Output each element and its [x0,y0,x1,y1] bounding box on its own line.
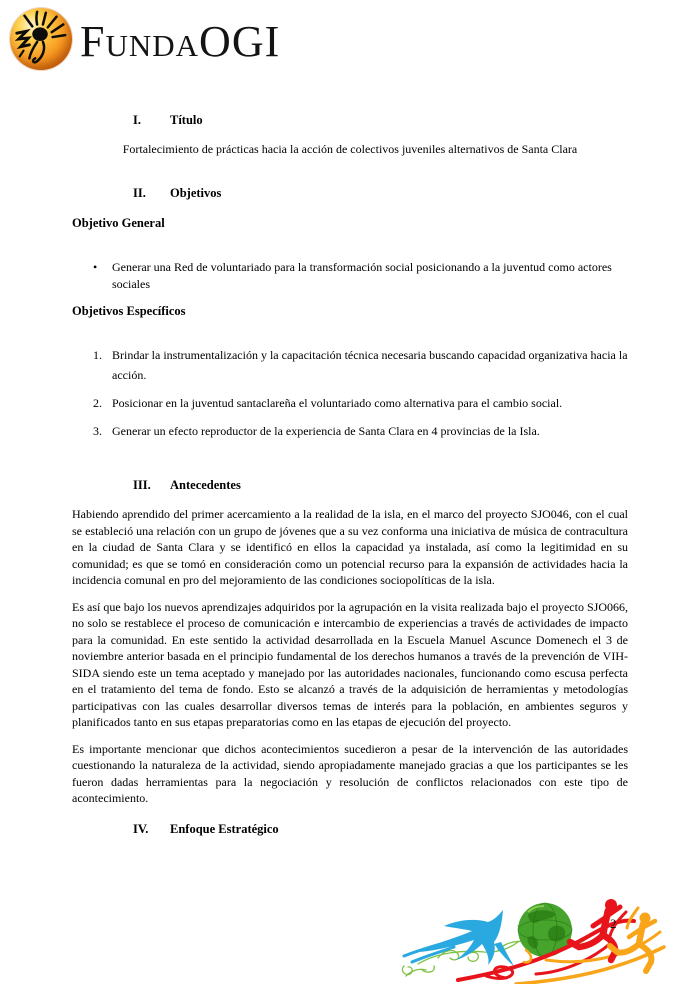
bird-icon [420,910,514,966]
logo-wordmark [80,14,280,64]
objetivos-especificos-heading: Objetivos Específicos [72,304,186,318]
footer-decoration-graphic [398,892,668,984]
document-content [72,112,628,837]
list-item-text: Posicionar en la juventud santaclareña el voluntariado como alternativa para el cambio social. [112,396,563,410]
page-number: 2 [610,916,617,931]
objetivo-general-bullet [72,259,628,293]
bullet-text: Generar una Red de voluntariado para la transformación social posicionando a la juventud como actores sociales [112,260,612,291]
section-heading-antecedentes [72,477,628,493]
logo-text-ogi: OGI [199,17,281,66]
paragraph: Habiendo aprendido del primer acercamiento a la realidad de la isla, en el marco del proyecto SJO046, con el cual se estableció una relación con un grupo de jóvenes que a su vez conforma una iniciativa de música de contracultura en la ciudad de Santa Clara y se identificó en ellos la capacidad ya instalada, así como la legitimidad en su comunidad; es que se tomó en consideración como un potencial recurso para la expansión de actividades hacia la incidencia comunal en pro del mejoramiento de las condiciones sociopolíticas de la isla. [72,507,628,587]
section-numeral: III. [133,478,151,492]
project-title: Fortalecimiento de prácticas hacia la acción de colectivos juveniles alternativos de Santa Clara [122,142,578,156]
section-numeral: II. [133,186,146,200]
section-label: Objetivos [170,186,222,200]
section-heading-titulo [72,112,628,128]
section-numeral: IV. [133,821,149,836]
sun-petroglyph-icon [10,8,72,70]
fundaogi-logo [10,8,280,70]
list-item [72,421,628,441]
bullet-marker: • [93,260,98,274]
fundaogi-sun-icon [10,8,72,70]
list-item [72,345,628,385]
list-item-number: 3. [93,424,102,438]
logo-text-unda: UNDA [105,28,200,63]
objetivos-especificos-list [72,345,628,441]
logo-text-f: F [80,17,106,66]
list-item-number: 1. [93,348,102,362]
list-item [72,393,628,413]
objetivo-general-heading: Objetivo General [72,216,165,230]
list-item-number: 2. [93,396,102,410]
section-numeral: I. [133,113,141,127]
section-label: Enfoque Estratégico [170,821,279,836]
list-item-text: Generar un efecto reproductor de la experiencia de Santa Clara en 4 provincias de la Isla. [112,424,540,438]
list-item-text: Brindar la instrumentalización y la capacitación técnica necesaria buscando capacidad organizativa hacia la acción. [112,348,628,382]
section-label: Título [170,113,203,127]
paragraph: Es así que bajo los nuevos aprendizajes adquiridos por la agrupación en la visita realizada bajo el proyecto SJO066, no solo se restablece el proceso de comunicación e intercambio de experiencias a través de actividades de impacto para la comunidad. En este sentido la actividad desarrollada en la Escuela Manuel Ascunce Domenech el 3 de noviembre anterior basada en el principio fundamental de los derechos humanos a través de la prevención de VIH-SIDA siendo este un tema aceptado y manejado por las autoridades nacionales, funcionando como escusa perfecta en el tratamiento del tema de fondo. Esto se alcanzó a través de la adquisición de herramientas y metodologías participativas con las cuales desarrollar diversos temas de interés para la población, en ambientes seguros y planificados tanto en sus etapas preparatorias como en las etapas de ejecución del proyecto. [72,599,628,729]
section-heading-objetivos [72,185,628,201]
section-heading-enfoque [72,821,628,837]
paragraph: Es importante mencionar que dichos acontecimientos sucedieron a pesar de la intervención de las autoridades cuestionando la naturaleza de la actividad, siendo apropiadamente manejado gracias a que los participantes se les fueron dadas herramientas para la negociación y resolución de conflictos relacionados con este tipo de acontecimiento. [72,741,628,805]
section-label: Antecedentes [170,478,241,492]
antecedentes-paragraphs [72,506,628,807]
